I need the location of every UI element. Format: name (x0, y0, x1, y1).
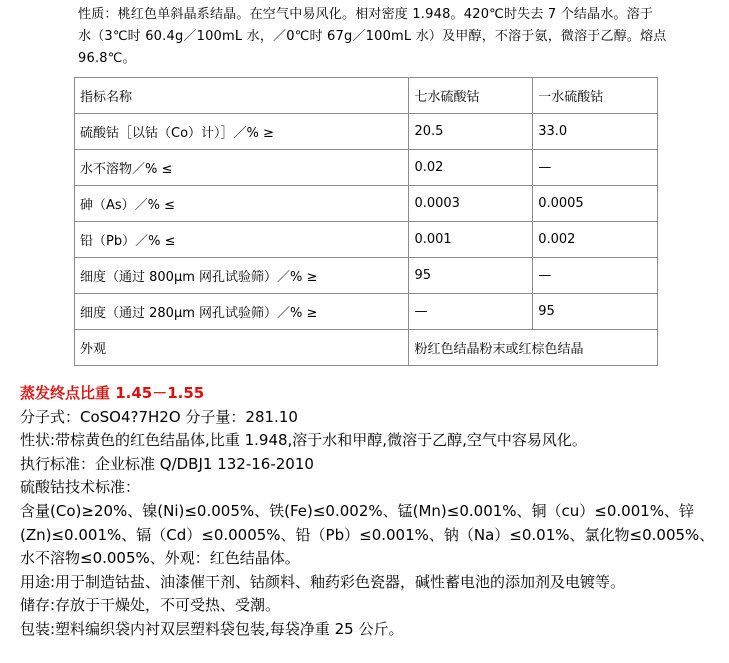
header-cell: 七水硫酸钴 (409, 78, 533, 114)
monohydrate-value: 0.002 (533, 222, 658, 258)
heptahydrate-value: 20.5 (409, 114, 533, 150)
indicator-name: 砷（As）／% ≤ (75, 186, 409, 222)
product-details (20, 382, 720, 642)
table-row (75, 222, 658, 258)
monohydrate-value: 33.0 (533, 114, 658, 150)
table-row (75, 114, 658, 150)
content-line: (Zn)≤0.001%、镉（Cd）≤0.0005%、铅（Pb）≤0.001%、钠（Na）≤0.01%、氯化物≤0.005%、 (20, 525, 715, 544)
monohydrate-value: 0.0005 (533, 186, 658, 222)
monohydrate-value: — (533, 258, 658, 294)
monohydrate-value: — (533, 150, 658, 186)
usage: 用途:用于制造钴盐、油漆催干剂、钴颜料、釉药彩色瓷器，碱性蓄电池的添加剂及电镀等。 (20, 572, 626, 591)
storage: 储存:存放于干燥处，不可受热、受潮。 (20, 596, 281, 615)
heptahydrate-value: 95 (409, 258, 533, 294)
indicator-name: 细度（通过 800μm 网孔试验筛）／% ≥ (75, 258, 409, 294)
intro-line: 性质：桃红色单斜晶系结晶。在空气中易风化。相对密度 1.948。420℃时失去 7 个结晶水。溶于 (78, 7, 654, 22)
monohydrate-value: 95 (533, 294, 658, 330)
table-row (75, 258, 658, 294)
indicator-name: 细度（通过 280μm 网孔试验筛）／% ≥ (75, 294, 409, 330)
tech-standard-title: 硫酸钴技术标准： (20, 478, 141, 497)
execution-standard: 执行标准：企业标准 Q/DBJ1 132-16-2010 (20, 454, 314, 473)
content-line: 水不溶物≤0.005%、外观：红色结晶体。 (20, 549, 300, 568)
properties: 性状:带棕黄色的红色结晶体,比重 1.948,溶于水和甲醇,微溶于乙醇,空气中容易风化。 (20, 431, 587, 450)
table-row (75, 294, 658, 330)
heptahydrate-value: 0.02 (409, 150, 533, 186)
header-cell: 指标名称 (75, 78, 409, 114)
intro-line: 水（3℃时 60.4g／100mL 水，／0℃时 67g／100mL 水）及甲醇，不溶于氨，微溶于乙醇。熔点 (78, 29, 667, 44)
appearance-value: 粉红色结晶粉末或红棕色结晶 (409, 330, 658, 366)
table-header-row (75, 78, 658, 114)
property-description (78, 4, 718, 70)
table-row (75, 186, 658, 222)
heptahydrate-value: 0.0003 (409, 186, 533, 222)
indicator-name: 铅（Pb）／% ≤ (75, 222, 409, 258)
header-cell: 一水硫酸钴 (533, 78, 658, 114)
packaging: 包装:塑料编织袋内衬双层塑料袋包装,每袋净重 25 公斤。 (20, 619, 404, 638)
heptahydrate-value: 0.001 (409, 222, 533, 258)
indicator-name: 硫酸钴［以钴（Co）计）］／% ≥ (75, 114, 409, 150)
molecular-formula: 分子式：CoSO4?7H2O 分子量：281.10 (20, 407, 298, 426)
spec-table (74, 77, 658, 366)
indicator-name: 外观 (75, 330, 409, 366)
table-row (75, 150, 658, 186)
intro-line: 96.8℃。 (78, 51, 136, 66)
content-line: 含量(Co)≥20%、镍(Ni)≤0.005%、铁(Fe)≤0.002%、锰(Mn)≤0.001%、铜（cu）≤0.001%、锌 (20, 501, 695, 520)
table-row-appearance (75, 330, 658, 366)
heptahydrate-value: — (409, 294, 533, 330)
indicator-name: 水不溶物／% ≤ (75, 150, 409, 186)
evaporation-endpoint: 蒸发终点比重 1.45－1.55 (20, 384, 205, 402)
